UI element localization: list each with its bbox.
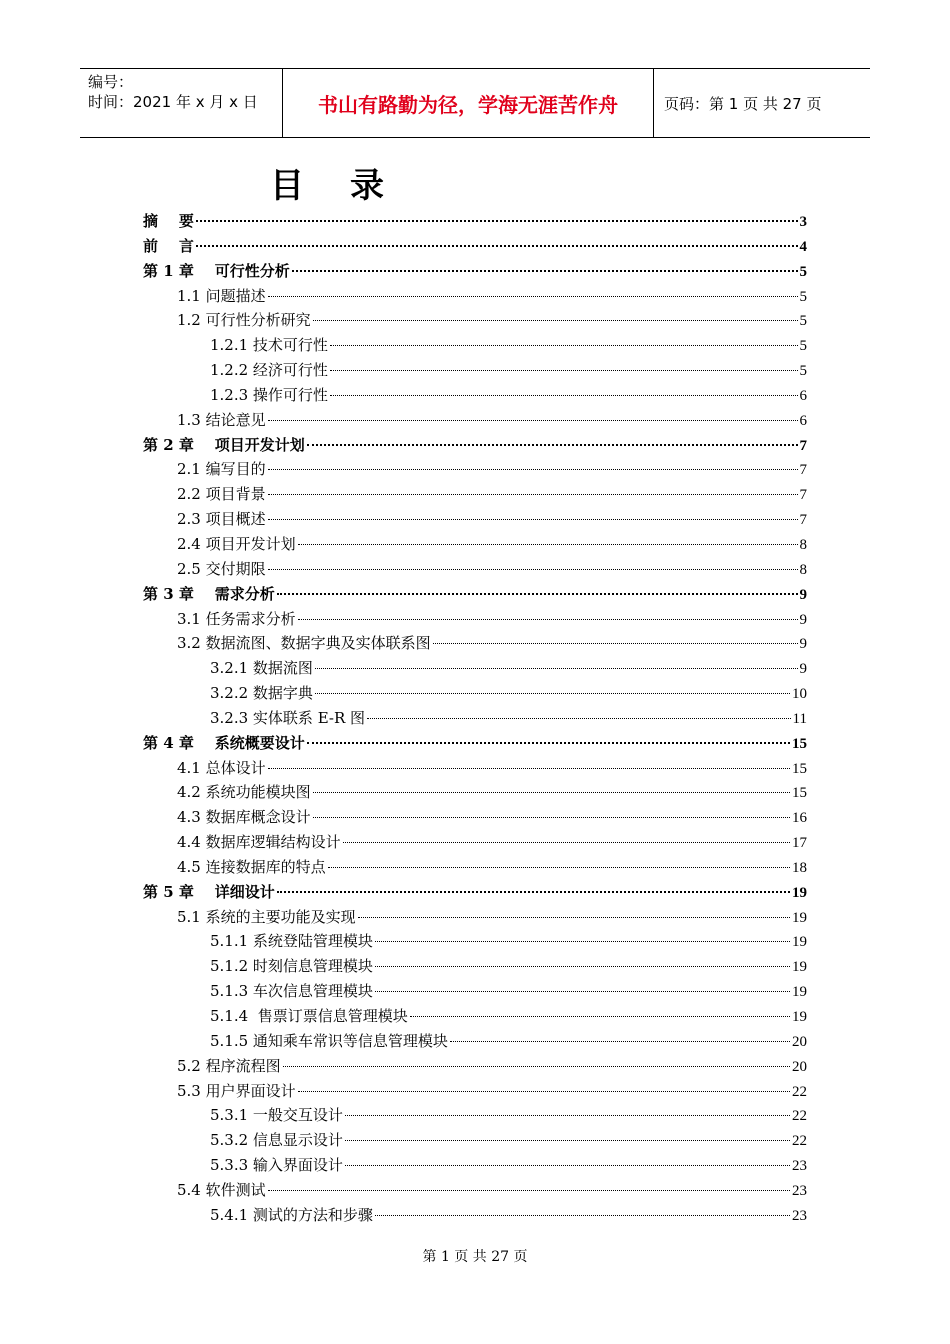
toc-entry[interactable] xyxy=(143,210,807,235)
toc-dot-leader xyxy=(345,1165,790,1166)
toc-dot-leader xyxy=(196,220,798,222)
toc-entry-page-number: 7 xyxy=(799,437,807,454)
toc-entry-label: 1.1 问题描述 xyxy=(177,286,266,305)
toc-entry-page-number: 20 xyxy=(792,1058,807,1075)
toc-entry-page-number: 19 xyxy=(792,884,807,901)
toc-entry-label: 3.2 数据流图、数据字典及实体联系图 xyxy=(177,634,431,653)
toc-entry[interactable] xyxy=(143,1030,807,1055)
toc-entry-label: 2.3 项目概述 xyxy=(177,510,266,529)
document-date-label: 时间：2021 年 x 月 x 日 xyxy=(88,93,258,111)
toc-entry[interactable] xyxy=(143,1055,807,1080)
toc-entry-label: 第 4 章 系统概要设计 xyxy=(143,733,305,752)
toc-dot-leader xyxy=(375,1215,790,1216)
toc-entry[interactable] xyxy=(143,1104,807,1129)
toc-entry-page-number: 19 xyxy=(792,1009,807,1025)
toc-entry-label: 3.2.1 数据流图 xyxy=(210,659,313,678)
toc-entry-label: 前 言 xyxy=(143,236,194,255)
toc-entry[interactable] xyxy=(143,707,807,732)
toc-entry-label: 1.3 结论意见 xyxy=(177,410,266,429)
toc-entry-page-number: 6 xyxy=(799,412,807,429)
toc-dot-leader xyxy=(196,245,798,247)
toc-dot-leader xyxy=(277,891,790,893)
toc-dot-leader xyxy=(307,444,798,446)
toc-entry-label: 1.2.1 技术可行性 xyxy=(210,336,328,355)
toc-entry-page-number: 20 xyxy=(792,1033,807,1050)
header-page-label: 页码：第 1 页 共 27 页 xyxy=(664,94,822,113)
toc-entry-page-number: 15 xyxy=(792,785,807,802)
toc-entry-page-number: 7 xyxy=(799,462,807,479)
toc-dot-leader xyxy=(343,842,790,843)
toc-entry[interactable] xyxy=(143,930,807,955)
toc-entry-page-number: 5 xyxy=(799,338,807,355)
toc-dot-leader xyxy=(410,1016,790,1017)
toc-entry[interactable] xyxy=(143,285,807,310)
toc-title: 目录 xyxy=(270,166,430,206)
toc-entry[interactable] xyxy=(143,558,807,583)
toc-entry-label: 4.5 连接数据库的特点 xyxy=(177,857,326,876)
toc-entry-page-number: 23 xyxy=(792,1207,807,1224)
page-header xyxy=(80,68,870,138)
toc-dot-leader xyxy=(367,718,790,719)
toc-entry[interactable] xyxy=(143,881,807,906)
toc-entry-label: 1.2.3 操作可行性 xyxy=(210,385,328,404)
toc-entry[interactable] xyxy=(143,657,807,682)
header-meta xyxy=(80,69,282,137)
toc-dot-leader xyxy=(313,320,798,321)
toc-entry-label: 摘 要 xyxy=(143,212,194,230)
toc-entry-label: 5.1.5 通知乘车常识等信息管理模块 xyxy=(210,1031,448,1050)
toc-entry-label: 2.4 项目开发计划 xyxy=(177,534,296,553)
toc-entry-page-number: 16 xyxy=(792,810,807,827)
toc-entry[interactable] xyxy=(143,508,807,533)
toc-entry[interactable] xyxy=(143,483,807,508)
toc-entry[interactable] xyxy=(143,831,807,856)
toc-dot-leader xyxy=(268,768,790,769)
toc-entry-page-number: 22 xyxy=(792,1133,807,1150)
toc-entry-label: 4.1 总体设计 xyxy=(177,758,266,777)
toc-dot-leader xyxy=(268,569,798,570)
toc-dot-leader xyxy=(268,1190,790,1191)
toc-entry-page-number: 5 xyxy=(799,288,807,305)
toc-entry-page-number: 9 xyxy=(799,636,807,653)
toc-entry-label: 5.4 软件测试 xyxy=(177,1180,266,1199)
toc-entry-page-number: 15 xyxy=(792,735,807,752)
toc-dot-leader xyxy=(433,643,798,644)
toc-entry-label: 4.3 数据库概念设计 xyxy=(177,808,311,827)
toc-entry-label: 2.2 项目背景 xyxy=(177,485,266,504)
toc-entry[interactable] xyxy=(143,1154,807,1179)
toc-entry-page-number: 19 xyxy=(792,934,807,951)
toc-entry-label: 5.1 系统的主要功能及实现 xyxy=(177,907,356,926)
toc-entry-label: 5.1.1 系统登陆管理模块 xyxy=(210,932,373,951)
toc-dot-leader xyxy=(345,1140,790,1141)
toc-entry[interactable] xyxy=(143,1129,807,1154)
table-of-contents xyxy=(143,210,807,1229)
toc-entry-label: 2.1 编写目的 xyxy=(177,460,266,479)
toc-entry-page-number: 5 xyxy=(799,263,807,280)
toc-entry-label: 5.3 用户界面设计 xyxy=(177,1081,296,1100)
toc-dot-leader xyxy=(315,693,790,694)
toc-dot-leader xyxy=(268,296,798,297)
toc-dot-leader xyxy=(298,619,798,620)
toc-entry-label: 5.3.1 一般交互设计 xyxy=(210,1106,343,1125)
toc-dot-leader xyxy=(345,1115,790,1116)
toc-entry-page-number: 5 xyxy=(799,313,807,330)
toc-entry[interactable] xyxy=(143,434,807,459)
toc-entry-label: 4.4 数据库逻辑结构设计 xyxy=(177,833,341,852)
header-motto: 书山有路勤为径，学海无涯苦作舟 xyxy=(282,69,654,137)
toc-entry-page-number: 9 xyxy=(799,586,807,603)
toc-entry-label: 1.2.2 经济可行性 xyxy=(210,361,328,380)
toc-entry[interactable] xyxy=(143,235,807,260)
toc-dot-leader xyxy=(268,420,798,421)
toc-entry-page-number: 5 xyxy=(799,363,807,380)
toc-entry[interactable] xyxy=(143,608,807,633)
toc-dot-leader xyxy=(268,469,798,470)
toc-entry-label: 3.2.2 数据字典 xyxy=(210,684,313,703)
toc-dot-leader xyxy=(313,817,790,818)
toc-dot-leader xyxy=(375,991,790,992)
toc-entry-label: 5.1.4 售票订票信息管理模块 xyxy=(210,1007,408,1025)
toc-entry-page-number: 22 xyxy=(792,1108,807,1125)
toc-entry[interactable] xyxy=(143,583,807,608)
toc-dot-leader xyxy=(330,345,798,346)
toc-entry[interactable] xyxy=(143,980,807,1005)
toc-entry-label: 第 3 章 需求分析 xyxy=(143,584,275,603)
toc-dot-leader xyxy=(307,742,790,744)
toc-dot-leader xyxy=(375,941,790,942)
toc-dot-leader xyxy=(315,668,798,669)
toc-entry[interactable] xyxy=(143,334,807,359)
toc-entry-page-number: 19 xyxy=(792,984,807,1001)
toc-dot-leader xyxy=(328,867,790,868)
toc-dot-leader xyxy=(358,917,790,918)
toc-entry-label: 5.2 程序流程图 xyxy=(177,1056,281,1075)
toc-entry-page-number: 9 xyxy=(799,611,807,628)
toc-entry-page-number: 3 xyxy=(799,214,807,230)
toc-entry-page-number: 8 xyxy=(799,536,807,553)
toc-dot-leader xyxy=(330,370,798,371)
toc-entry[interactable] xyxy=(143,632,807,657)
toc-entry-page-number: 10 xyxy=(792,686,807,703)
toc-entry[interactable] xyxy=(143,906,807,931)
toc-dot-leader xyxy=(268,494,798,495)
toc-entry-label: 5.3.3 输入界面设计 xyxy=(210,1156,343,1175)
document-number-label: 编号： xyxy=(88,73,134,91)
toc-entry-page-number: 9 xyxy=(799,661,807,678)
toc-dot-leader xyxy=(375,966,790,967)
toc-entry-page-number: 23 xyxy=(792,1158,807,1175)
toc-entry[interactable] xyxy=(143,309,807,334)
toc-entry-label: 5.1.3 车次信息管理模块 xyxy=(210,982,373,1001)
toc-entry[interactable] xyxy=(143,458,807,483)
toc-entry[interactable] xyxy=(143,732,807,757)
toc-entry-page-number: 19 xyxy=(792,959,807,976)
toc-entry[interactable] xyxy=(143,856,807,881)
toc-entry-label: 5.1.2 时刻信息管理模块 xyxy=(210,957,373,976)
toc-entry-label: 第 1 章 可行性分析 xyxy=(143,261,290,280)
toc-entry[interactable] xyxy=(143,260,807,285)
toc-dot-leader xyxy=(330,395,798,396)
toc-entry-label: 5.4.1 测试的方法和步骤 xyxy=(210,1205,373,1224)
toc-entry-page-number: 4 xyxy=(799,238,807,255)
toc-entry-label: 第 2 章 项目开发计划 xyxy=(143,435,305,454)
toc-entry-page-number: 22 xyxy=(792,1083,807,1100)
toc-entry[interactable] xyxy=(143,806,807,831)
toc-entry-page-number: 17 xyxy=(792,835,807,852)
toc-entry-label: 1.2 可行性分析研究 xyxy=(177,311,311,330)
toc-entry[interactable] xyxy=(143,384,807,409)
toc-entry-page-number: 18 xyxy=(792,859,807,876)
toc-entry-page-number: 6 xyxy=(799,387,807,404)
toc-entry[interactable] xyxy=(143,533,807,558)
toc-dot-leader xyxy=(283,1066,790,1067)
toc-entry-page-number: 7 xyxy=(799,512,807,529)
toc-dot-leader xyxy=(298,544,798,545)
toc-entry[interactable] xyxy=(143,359,807,384)
toc-entry[interactable] xyxy=(143,1179,807,1204)
toc-entry-label: 3.1 任务需求分析 xyxy=(177,609,296,628)
toc-entry[interactable] xyxy=(143,409,807,434)
toc-dot-leader xyxy=(313,792,790,793)
toc-dot-leader xyxy=(450,1041,790,1042)
toc-entry[interactable] xyxy=(143,955,807,980)
toc-entry-label: 2.5 交付期限 xyxy=(177,559,266,578)
toc-entry-page-number: 23 xyxy=(792,1182,807,1199)
toc-entry[interactable] xyxy=(143,1080,807,1105)
toc-entry-page-number: 19 xyxy=(792,909,807,926)
toc-entry[interactable] xyxy=(143,781,807,806)
toc-dot-leader xyxy=(292,270,798,272)
toc-entry-label: 3.2.3 实体联系 E-R 图 xyxy=(210,708,366,727)
toc-entry-page-number: 8 xyxy=(799,561,807,578)
page-footer: 第 1 页 共 27 页 xyxy=(422,1249,528,1265)
toc-entry[interactable] xyxy=(143,757,807,782)
toc-entry-page-number: 11 xyxy=(792,710,807,727)
toc-entry[interactable] xyxy=(143,682,807,707)
toc-entry-label: 4.2 系统功能模块图 xyxy=(177,783,311,802)
toc-dot-leader xyxy=(277,593,798,595)
toc-entry-page-number: 15 xyxy=(792,760,807,777)
toc-dot-leader xyxy=(298,1091,790,1092)
toc-entry-page-number: 7 xyxy=(799,487,807,504)
toc-entry-label: 第 5 章 详细设计 xyxy=(143,882,275,901)
toc-entry[interactable] xyxy=(143,1005,807,1030)
toc-entry[interactable] xyxy=(143,1204,807,1229)
toc-entry-label: 5.3.2 信息显示设计 xyxy=(210,1131,343,1150)
toc-dot-leader xyxy=(268,519,798,520)
